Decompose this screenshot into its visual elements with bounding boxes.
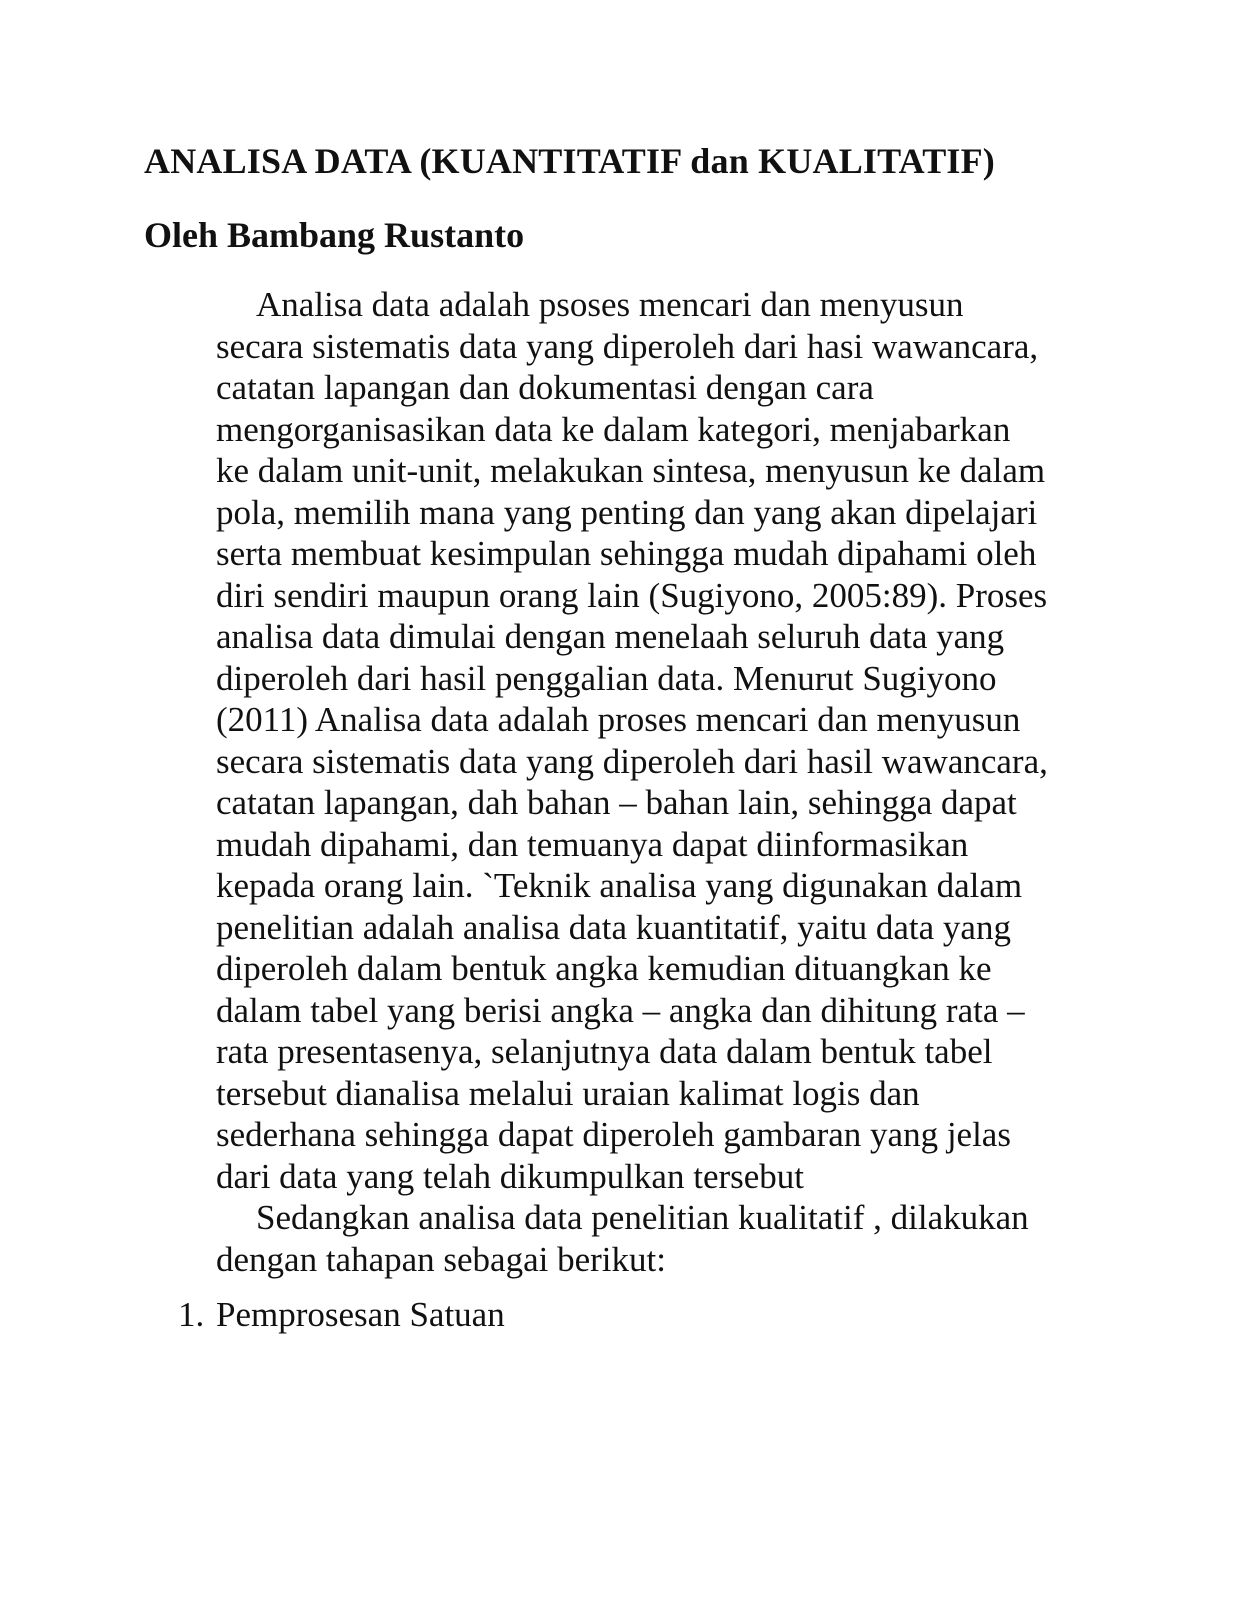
paragraph-1-line: pola, memilih mana yang penting dan yang akan dipelajari [216,492,1038,532]
paragraph-1-line: mudah dipahami, dan temuanya dapat diinformasikan [216,824,969,864]
paragraph-2-line: Sedangkan analisa data penelitian kualitatif , dilakukan [256,1198,1029,1237]
list-item [178,1294,505,1336]
body-text [216,284,1096,1280]
list-item-text: Pemprosesan Satuan [216,1295,505,1334]
paragraph-1-line: kepada orang lain. `Teknik analisa yang digunakan dalam [216,866,1023,905]
paragraph-1-line: catatan lapangan, dah bahan – bahan lain, sehingga dapat [216,783,1017,822]
paragraph-1-line: ke dalam unit-unit, melakukan sintesa, menyusun ke dalam [216,451,1046,490]
paragraph-1-line: serta membuat kesimpulan sehingga mudah dipahami oleh [216,534,1037,573]
paragraph-1-line: catatan lapangan dan dokumentasi dengan cara [216,368,874,407]
paragraph-1-line: secara sistematis data yang diperoleh dari hasil wawancara, [216,741,1048,781]
document-author: Oleh Bambang Rustanto [144,215,525,255]
paragraph-1-line: tersebut dianalisa melalui uraian kalimat logis dan [216,1073,920,1113]
paragraph-1-line: dalam tabel yang berisi angka – angka dan dihitung rata – [216,990,1025,1030]
paragraph-1-line: (2011) Analisa data adalah proses mencari dan menyusun [216,700,1021,739]
numbered-list [178,1294,505,1336]
paragraph-1-line: diperoleh dari hasil penggalian data. Menurut Sugiyono [216,658,997,698]
paragraph-2-line: dengan tahapan sebagai berikut: [216,1239,666,1279]
paragraph-1-line: Analisa data adalah psoses mencari dan menyusun [256,285,964,324]
paragraph-1-line: sederhana sehingga dapat diperoleh gambaran yang jelas [216,1115,1011,1154]
paragraph-1-line: diri sendiri maupun orang lain (Sugiyono, 2005:89). Proses [216,575,1048,615]
document-title: ANALISA DATA (KUANTITATIF dan KUALITATIF) [144,141,996,181]
paragraph-1-line: diperoleh dalam bentuk angka kemudian dituangkan ke [216,949,992,988]
paragraph-1-line: rata presentasenya, selanjutnya data dalam bentuk tabel [216,1032,993,1071]
paragraph-1-line: mengorganisasikan data ke dalam kategori, menjabarkan [216,409,1011,449]
list-item-number: 1. [178,1295,205,1334]
paragraph-1-line: secara sistematis data yang diperoleh dari hasi wawancara, [216,326,1039,366]
paragraph-1-line: dari data yang telah dikumpulkan tersebut [216,1156,805,1196]
paragraph-1-line: penelitian adalah analisa data kuantitatif, yaitu data yang [216,907,1011,947]
paragraph-1-line: analisa data dimulai dengan menelaah seluruh data yang [216,617,1005,656]
